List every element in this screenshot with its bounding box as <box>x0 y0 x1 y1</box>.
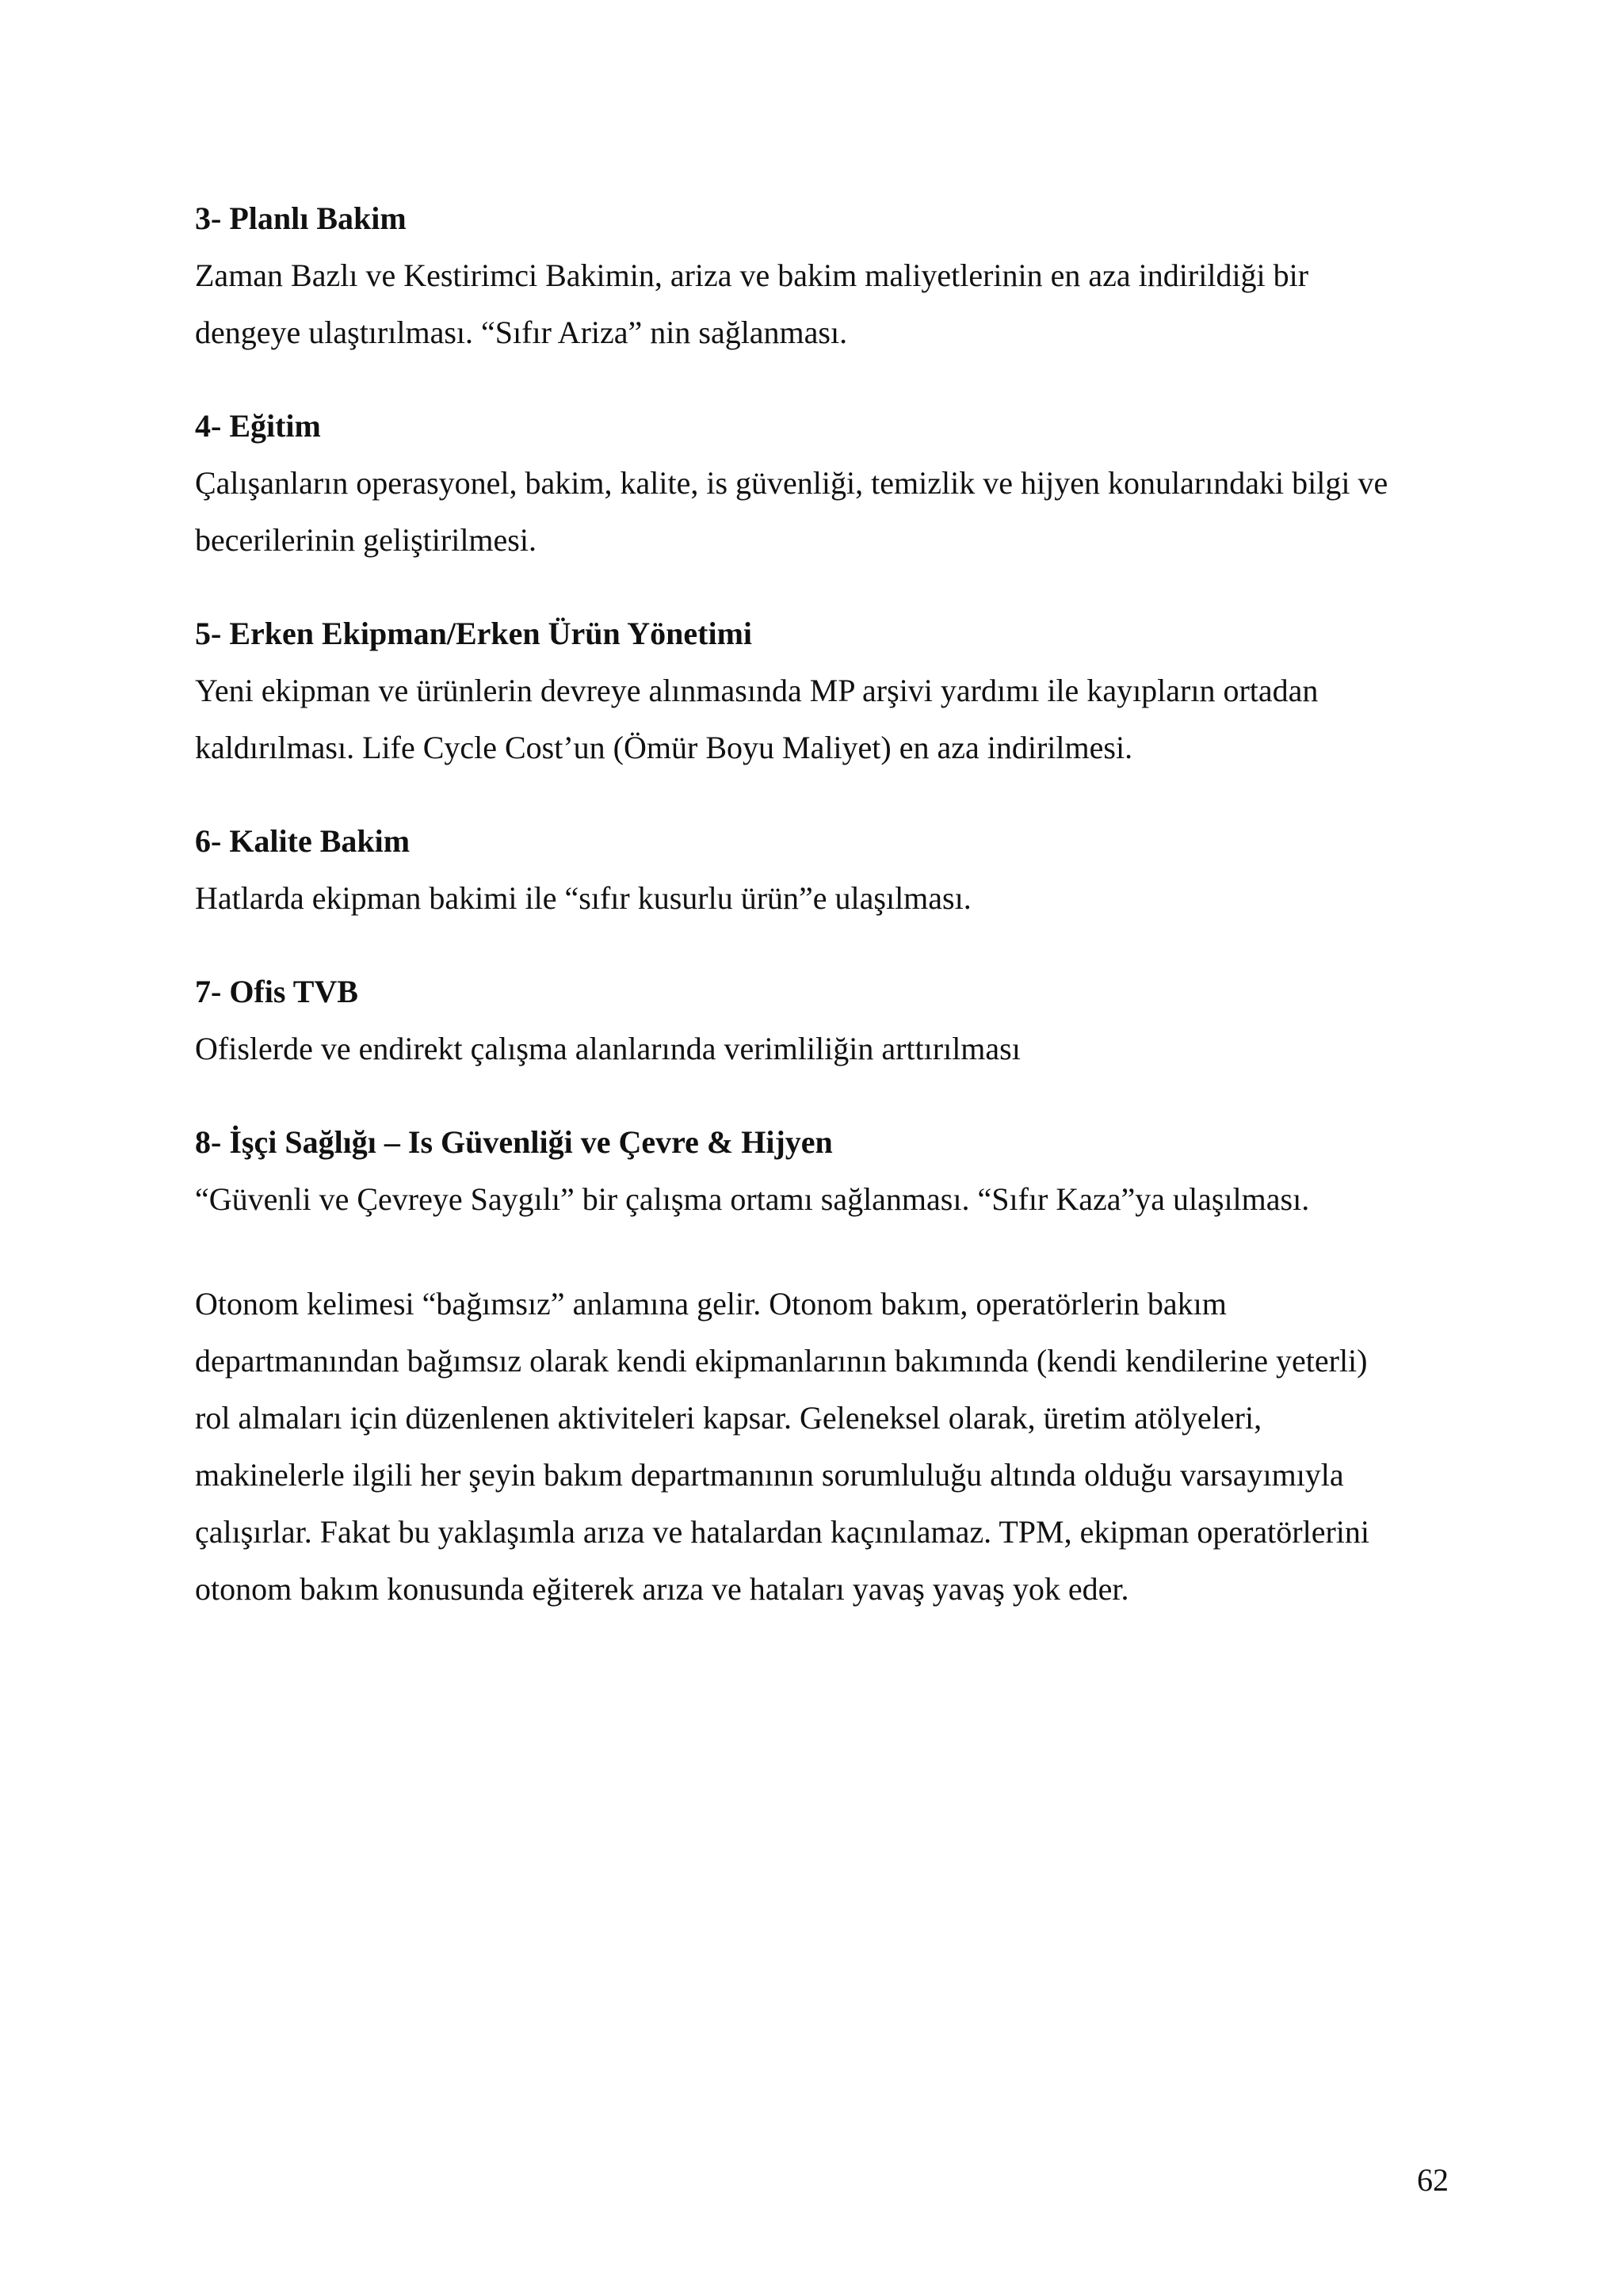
body-line: Çalışanların operasyonel, bakim, kalite, is güvenliği, temizlik ve hijyen konularındaki bilgi ve <box>195 465 1388 501</box>
paragraph-line: çalışırlar. Fakat bu yaklaşımla arıza ve hatalardan kaçınılamaz. TPM, ekipman operatörlerini <box>195 1514 1370 1550</box>
body-line: Ofislerde ve endirekt çalışma alanlarında verimliliğin arttırılması <box>195 1031 1021 1066</box>
section-kalite-bakim <box>195 813 1463 927</box>
page-number: 62 <box>1417 2162 1449 2198</box>
section-title: 7- Ofis TVB <box>195 974 358 1009</box>
section-body <box>195 1171 1463 1228</box>
section-title: 4- Eğitim <box>195 408 321 444</box>
paragraph-line: otonom bakım konusunda eğiterek arıza ve hataları yavaş yavaş yok eder. <box>195 1571 1129 1607</box>
body-line: becerilerinin geliştirilmesi. <box>195 522 537 558</box>
otonom-bakim-paragraph <box>195 1276 1463 1618</box>
section-body <box>195 662 1463 776</box>
section-title: 5- Erken Ekipman/Erken Ürün Yönetimi <box>195 616 753 651</box>
section-erken-ekipman <box>195 605 1463 776</box>
section-title: 3- Planlı Bakim <box>195 200 407 236</box>
section-body <box>195 455 1463 569</box>
body-line: dengeye ulaştırılması. “Sıfır Ariza” nin sağlanması. <box>195 315 848 350</box>
body-line: kaldırılması. Life Cycle Cost’un (Ömür Boyu Maliyet) en aza indirilmesi. <box>195 730 1133 765</box>
paragraph-line: Otonom kelimesi “bağımsız” anlamına gelir. Otonom bakım, operatörlerin bakım <box>195 1286 1227 1322</box>
document-content <box>195 190 1463 1618</box>
section-body <box>195 870 1463 927</box>
paragraph-line: rol almaları için düzenlenen aktiviteleri kapsar. Geleneksel olarak, üretim atölyeleri, <box>195 1400 1262 1436</box>
section-title: 6- Kalite Bakim <box>195 823 411 859</box>
section-body <box>195 247 1463 361</box>
section-body <box>195 1020 1463 1077</box>
section-egitim <box>195 398 1463 569</box>
section-isci-sagligi <box>195 1114 1463 1228</box>
paragraph-line: makinelerle ilgili her şeyin bakım departmanının sorumluluğu altında olduğu varsayımıyla <box>195 1457 1344 1493</box>
section-planli-bakim <box>195 190 1463 361</box>
body-line: Yeni ekipman ve ürünlerin devreye alınmasında MP arşivi yardımı ile kayıpların ortadan <box>195 673 1319 708</box>
paragraph-line: departmanından bağımsız olarak kendi ekipmanlarının bakımında (kendi kendilerine yeterli) <box>195 1343 1368 1379</box>
section-ofis-tvb <box>195 963 1463 1077</box>
section-title: 8- İşçi Sağlığı – Is Güvenliği ve Çevre & Hijyen <box>195 1124 833 1160</box>
body-line: “Güvenli ve Çevreye Saygılı” bir çalışma ortamı sağlanması. “Sıfır Kaza”ya ulaşılması. <box>195 1181 1310 1217</box>
body-line: Hatlarda ekipman bakimi ile “sıfır kusurlu ürün”e ulaşılması. <box>195 880 972 916</box>
body-line: Zaman Bazlı ve Kestirimci Bakimin, ariza ve bakim maliyetlerinin en aza indirildiği bir <box>195 257 1309 293</box>
